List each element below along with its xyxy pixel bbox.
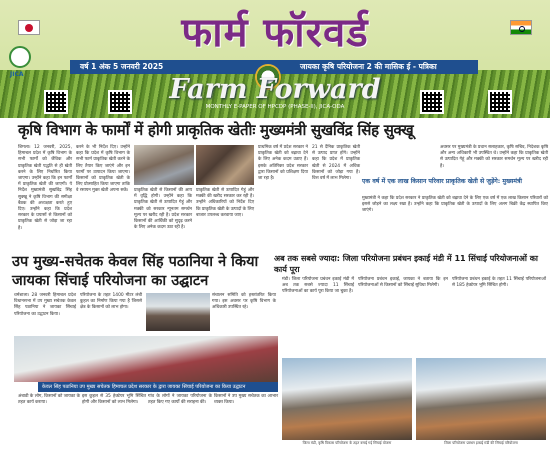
project-logo bbox=[9, 46, 31, 68]
lead-headline: कृषि विभाग के फार्मों में होगी प्राकृतिक खेतीः मुख्यमंत्री सुखविंद्र सिंह सुक्खू bbox=[18, 121, 414, 139]
photo-caption-1: जिला मंडी, कृषि विकास परियोजना के तहत बनाई गई सिंचाई योजना bbox=[302, 441, 392, 445]
masthead-title-hindi: फार्म फॉरवर्ड bbox=[181, 9, 369, 56]
article2-column-2: परियोजना के तहत 1400 मीटर लंबी कुहल का निर्माण किया गया है जिससे क्षेत्र के किसानों को लाभ होगा। bbox=[80, 293, 142, 311]
article2-headline: उप मुख्य-सचेतक केवल सिंह पठानिया ने किया जायका सिंचाई परियोजना का उद्घाटन bbox=[12, 254, 259, 289]
india-flag-icon bbox=[510, 20, 532, 35]
article3-column-2: परियोजना प्रबंधन इकाई, जायका ने बताया कि इन परियोजनाओं से किसानों को सिंचाई सुविधा मिलेगी। bbox=[358, 277, 448, 289]
lead-column-7: अवसर पर मुख्यमंत्री के प्रधान सलाहकार, कृषि सचिव, निदेशक कृषि और अन्य अधिकारी भी उपस्थित थे। उन्होंने कहा कि प्राकृतिक खेती से उत्पादित गेहूं और मक्की को सरकार समर्थन मूल्य पर खरीद रही है। bbox=[440, 145, 548, 169]
japan-flag-icon bbox=[18, 20, 40, 35]
article2-bottom-1: अंबाडी के लोग, किसानों को जायका के तहत कार्य कराया। bbox=[18, 394, 80, 406]
lead-column-1: शिमला। 12 जनवरी, 2025, हिमाचल प्रदेश में कृषि विभाग के सभी फार्मों को जैविक और प्राकृतिक खेती पद्धति से ही खेती करने के लिए निर्धारित किया जाएगा। उन्होंने कहा कि इन फार्मों में प्राकृतिक खेती की जाएगी। ये निर्देश मुख्यमंत्री सुखविंद्र सिंह सुक्खू ने कृषि विभाग की समीक्षा बैठक की अध्यक्षता करते हुए दिए। उन्होंने कहा कि प्रदेश सरकार के प्रयासों से किसानों को प्राकृतिक खेती से जोड़ा जा रहा है। bbox=[18, 145, 72, 231]
photo-caption-2: जिला परियोजना प्रबंधन इकाई मंडी की सिंचाई परियोजना bbox=[444, 441, 518, 445]
qr-code-icon[interactable] bbox=[108, 90, 132, 114]
irrigation-project-photo-2 bbox=[416, 358, 546, 440]
article3-column-1: मंडी। जिला परियोजना प्रबंधन इकाई मंडी में अब तक सबसे ज्यादा 11 सिंचाई परियोजनाओं का कार्य पूरा किया जा चुका है। bbox=[282, 277, 354, 295]
qr-code-icon[interactable] bbox=[44, 90, 68, 114]
lead-column-4: प्राकृतिक खेती से उत्पादित गेहूं और मक्की की खरीद सरकार कर रही है। उन्होंने अधिकारियों को निर्देश दिए कि प्राकृतिक खेती के उत्पादों के लिए बाजार उपलब्ध करवाया जाए। bbox=[196, 188, 254, 218]
lead-column-3: प्राकृतिक खेती से किसानों की आय में वृद्धि होगी। उन्होंने कहा कि प्राकृतिक खेती से उत्पादित गेहूं और मक्की को सरकार न्यूनतम समर्थन मूल्य पर खरीद रही है। प्रदेश सरकार किसानों की आर्थिकी को सुदृढ़ करने के लिए अनेक कदम उठा रही है। bbox=[134, 188, 192, 231]
lead-column-2: करने के भी निर्देश दिए। उन्होंने कहा कि प्रदेश में कृषि विभाग के सभी फार्म प्राकृतिक खेती करने के लिए तैयार किए जाएंगे और इन फार्मों पर उत्पादन किया जाएगा। किसानों को प्राकृतिक खेती के लिए प्रोत्साहित किया जाएगा ताकि वे रसायन मुक्त खेती अपना सकें। bbox=[76, 145, 130, 194]
article2-column-3: संचालन समिति को हस्तांतरित किया गया। इस अवसर पर कृषि विभाग के अधिकारी उपस्थित रहे। bbox=[212, 293, 276, 311]
qr-code-icon[interactable] bbox=[420, 90, 444, 114]
article2-bottom-3: गांव के लोगों ने जायका परियोजना के तहत किए गए कार्यों की सराहना की। bbox=[148, 394, 212, 406]
mid-article-body: मुख्यमंत्री ने कहा कि प्रदेश सरकार ने प्राकृतिक खेती को बढ़ावा देने के लिए एक वर्ष में एक लाख किसान परिवारों को इससे जोड़ने का लक्ष्य रखा है। उन्होंने कहा कि प्राकृतिक खेती के उत्पादों के लिए अलग बिक्री केंद्र स्थापित किए जाएंगे। bbox=[362, 196, 548, 214]
article2-bottom-2: इस कुहल से 35 हेक्टेयर भूमि सिंचित होगी और किसानों को लाभ मिलेगा। bbox=[82, 394, 146, 406]
article2-column-1: धर्मशाला। 28 जनवरी हिमाचल प्रदेश विधानसभा में उप मुख्य सचेतक केवल सिंह पठानिया ने जायका सिंचाई परियोजना का उद्घाटन किया। bbox=[14, 293, 76, 317]
issue-info: वर्ष 1 अंक 5 जनवरी 2025 bbox=[80, 62, 164, 71]
cm-photo bbox=[196, 145, 254, 185]
article3-column-3: परियोजना प्रबंधन इकाई के तहत 11 सिंचाई परियोजनाओं से 185 हेक्टेयर भूमि सिंचित होगी। bbox=[452, 277, 546, 289]
masthead-title-english: Farm Forward bbox=[169, 74, 381, 105]
meeting-photo bbox=[134, 145, 194, 185]
article3-headline: अब तक सबसे ज्यादा: जिला परियोजना प्रबंधन इकाई मंडी में 11 सिंचाई परियोजनाओं का कार्य पूरा bbox=[274, 254, 538, 274]
mid-article-headline: एक वर्ष में एक लाख किसान परिवार प्राकृतिक खेती से जुड़ेंगे: मुख्यमंत्री bbox=[362, 178, 523, 185]
article2-photo-banner: केवल सिंह पठानिया उप मुख्य सचेतक हिमाचल प्रदेश सरकार के द्वारा जायका सिंचाई परियोजना का किया उद्घाटन bbox=[38, 382, 278, 392]
inauguration-photo bbox=[146, 293, 210, 331]
qr-code-icon[interactable] bbox=[488, 90, 512, 114]
ribbon-cutting-photo bbox=[14, 336, 278, 382]
irrigation-project-photo-1 bbox=[282, 358, 412, 440]
article2-bottom-4: किसानों ने उप मुख्य सचेतक का आभार व्यक्त किया। bbox=[214, 394, 278, 406]
masthead-subtitle: MONTHLY E-PAPER OF HPCDP (PHASE-II), JICA-ODA bbox=[205, 104, 345, 110]
lead-column-6: 21 से दैनिक प्राकृतिक खेती से उत्पाद प्राप्त होंगे। उन्होंने कहा कि प्रदेश में प्राकृतिक खेती से 2024 में अधिक किसानों को जोड़ा गया है। वित्त वर्ष में लाभ मिलेगा। bbox=[312, 145, 360, 182]
issue-description: जायका कृषि परियोजना 2 की मासिक ई - पत्रिका bbox=[300, 62, 437, 71]
jica-logo-text: JICA bbox=[10, 71, 24, 78]
lead-column-5: प्राथमिक वर्ष में प्रदेश सरकार ने प्राकृतिक खेती को बढ़ावा देने के लिए अनेक कदम उठाए हैं। इसके अतिरिक्त प्रदेश सरकार द्वारा किसानों को प्रशिक्षण दिया जा रहा है। bbox=[258, 145, 308, 182]
